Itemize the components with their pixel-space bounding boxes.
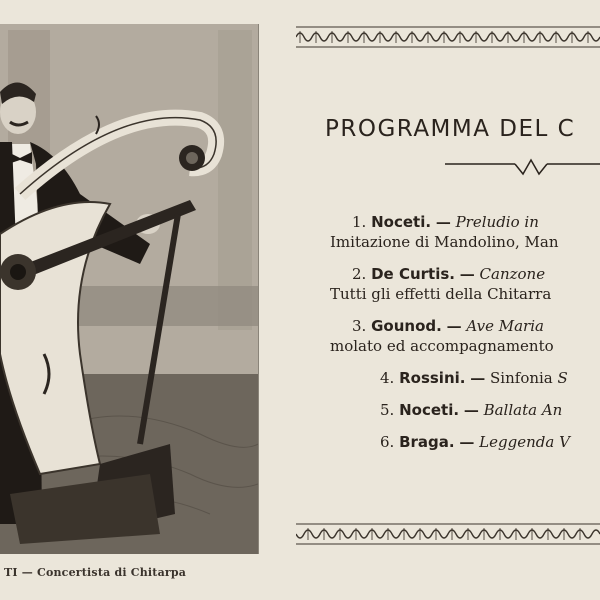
- programme-item-3: [330, 316, 600, 336]
- photo-caption: TI — Concertista di Chitarpa: [4, 566, 187, 579]
- work-title: Ave Maria: [466, 317, 544, 335]
- programme-item-6: [330, 432, 600, 452]
- performer-photograph: [0, 24, 259, 554]
- programme-item-1-continuation: Imitazione di Mandolino, Man: [330, 233, 559, 251]
- item-dash: —: [435, 213, 451, 231]
- item-dash: —: [446, 317, 462, 335]
- programme-item-3-continuation: molato ed accompagnamento: [330, 337, 554, 355]
- item-number: 6.: [380, 433, 395, 451]
- composer-name: De Curtis.: [371, 265, 455, 283]
- item-dash: —: [459, 433, 475, 451]
- work-title: Canzone: [479, 265, 546, 283]
- item-dash: —: [470, 369, 486, 387]
- ornamental-border-top: [296, 24, 600, 50]
- programme-title: PROGRAMMA DEL C: [325, 116, 576, 142]
- work-title: S: [557, 369, 568, 387]
- programme-item-4: [330, 368, 600, 388]
- work-title: Preludio in: [455, 213, 539, 231]
- item-number: 1.: [352, 213, 367, 231]
- item-number: 4.: [380, 369, 395, 387]
- programme-item-1: [330, 212, 600, 232]
- programme-item-2-continuation: Tutti gli effetti della Chitarra: [330, 285, 552, 303]
- item-number: 5.: [380, 401, 395, 419]
- programme-item-2: [330, 264, 600, 284]
- work-title: Leggenda V: [479, 433, 570, 451]
- item-number: 2.: [352, 265, 367, 283]
- composer-name: Noceti.: [371, 213, 432, 231]
- work-title: Ballata An: [483, 401, 563, 419]
- composer-name: Gounod.: [371, 317, 442, 335]
- composer-name: Braga.: [399, 433, 455, 451]
- programme-item-5: [330, 400, 600, 420]
- programme-list: [330, 212, 600, 452]
- item-dash: —: [463, 401, 479, 419]
- work-title-plain: Sinfonia: [490, 369, 553, 387]
- item-number: 3.: [352, 317, 367, 335]
- ornamental-border-bottom: [296, 521, 600, 547]
- title-divider-ornament: [445, 156, 600, 178]
- composer-name: Noceti.: [399, 401, 460, 419]
- item-dash: —: [459, 265, 475, 283]
- composer-name: Rossini.: [399, 369, 466, 387]
